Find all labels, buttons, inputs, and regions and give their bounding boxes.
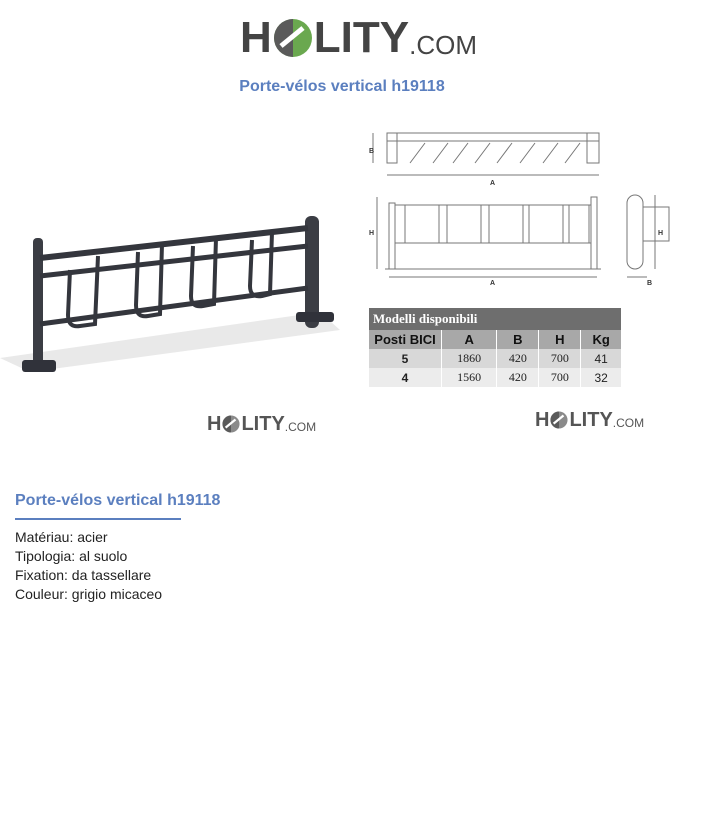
- watermark-logo-right: [535, 410, 644, 430]
- table-cell: 700: [539, 368, 581, 387]
- section-divider: [15, 518, 181, 520]
- technical-drawing: [365, 125, 675, 287]
- table-header: Posti BICI: [369, 330, 442, 349]
- page-title: Porte-vélos vertical h19118: [239, 78, 445, 95]
- spec-list: [15, 528, 162, 604]
- table-cell: 4: [369, 368, 442, 387]
- dim-label-a-front: A: [490, 280, 496, 287]
- logo-o-icon: [273, 18, 313, 58]
- product-photo: [0, 200, 340, 385]
- dim-label-h-front: H: [369, 230, 375, 237]
- dim-label-h-side: H: [658, 230, 664, 237]
- watermark-o-icon: [550, 411, 568, 429]
- table-cell: 41: [581, 349, 622, 368]
- watermark-o-icon: [222, 415, 240, 433]
- logo-suffix: .COM: [409, 30, 477, 60]
- table-row: [369, 368, 622, 387]
- watermark-letter-h: H: [207, 413, 222, 435]
- table-header: B: [497, 330, 539, 349]
- table-caption: Modelli disponibili: [369, 308, 622, 330]
- watermark-logo-left: [207, 414, 316, 434]
- logo-text: LITY: [313, 13, 410, 62]
- watermark-text: LITY: [241, 413, 285, 435]
- table-cell: 700: [539, 349, 581, 368]
- dim-label-a-top: A: [490, 180, 496, 187]
- table-header: A: [442, 330, 497, 349]
- table-cell: 32: [581, 368, 622, 387]
- table-row: [369, 349, 622, 368]
- watermark-suffix: .COM: [612, 416, 645, 430]
- watermark-text: LITY: [569, 409, 613, 431]
- table-cell: 420: [497, 349, 539, 368]
- section-title: Porte-vélos vertical h19118: [15, 492, 221, 509]
- logo-letter-h: H: [240, 13, 272, 62]
- spec-item: Couleur: grigio micaceo: [15, 586, 163, 602]
- watermark-letter-h: H: [535, 409, 550, 431]
- dim-label-b-top: B: [369, 148, 375, 155]
- watermark-suffix: .COM: [284, 420, 317, 434]
- table-cell: 5: [369, 349, 442, 368]
- table-cell: 1860: [442, 349, 497, 368]
- spec-item: Fixation: da tassellare: [15, 567, 152, 583]
- site-logo[interactable]: [240, 13, 477, 62]
- models-table: [369, 308, 622, 387]
- table-cell: 420: [497, 368, 539, 387]
- table-header: H: [539, 330, 581, 349]
- table-header: Kg: [581, 330, 622, 349]
- dim-label-b-side: B: [647, 280, 653, 287]
- table-cell: 1560: [442, 368, 497, 387]
- spec-item: Tipologia: al suolo: [15, 548, 128, 564]
- spec-item: Matériau: acier: [15, 529, 108, 545]
